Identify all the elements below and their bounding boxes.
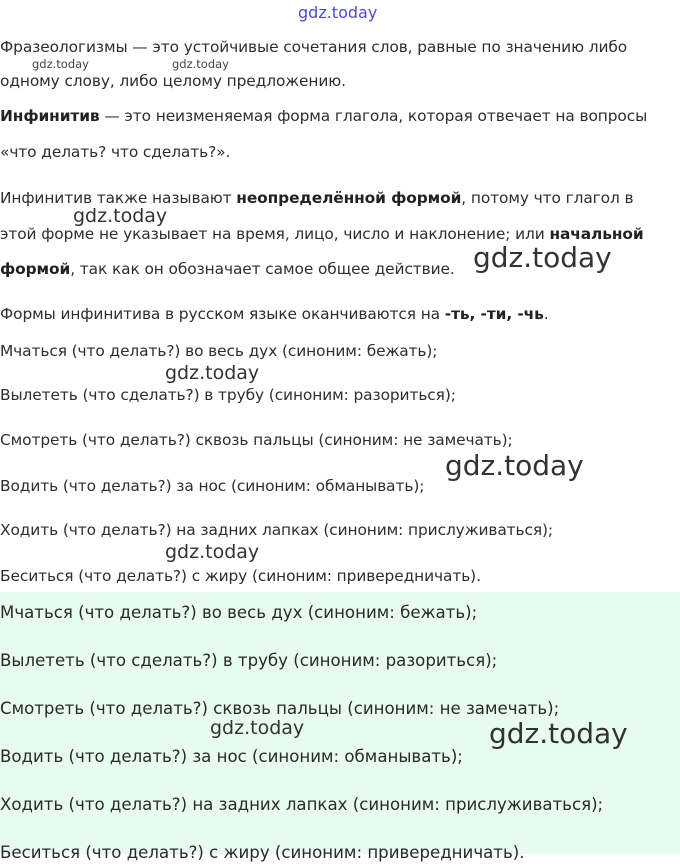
- forms-period: .: [543, 305, 549, 323]
- watermark: gdz.today: [73, 205, 168, 227]
- infinitive-forms-line: [0, 304, 549, 324]
- watermark-top: gdz.today: [298, 3, 378, 22]
- naming-bold-initial: начальной: [549, 225, 644, 243]
- forms-endings: -ть, -ти, -чь: [444, 305, 544, 323]
- watermark: gdz.today: [445, 449, 584, 482]
- definition-line-1: Фразеологизмы — это устойчивые сочетания слов, равные по значению либо: [0, 38, 628, 56]
- example-item: Вылететь (что сделать?) в трубу (синоним: разориться);: [0, 386, 456, 404]
- naming-bold-indefinite: неопределённой формой: [236, 189, 462, 207]
- infinitive-term: Инфинитив: [0, 107, 100, 125]
- watermark: gdz.today: [165, 541, 260, 563]
- example-item: Смотреть (что делать?) сквозь пальцы (синоним: не замечать);: [0, 431, 513, 449]
- example-item: Беситься (что делать?) с жиру (синоним: привередничать).: [0, 567, 481, 585]
- example-item: Мчаться (что делать?) во весь дух (синоним: бежать);: [0, 342, 438, 360]
- infinitive-definition-line-1: [0, 106, 647, 126]
- watermark: gdz.today: [32, 57, 89, 71]
- watermark: gdz.today: [172, 57, 229, 71]
- definition-line-2: одному слову, либо целому предложению.: [0, 72, 346, 90]
- answer-item: Водить (что делать?) за нос (синоним: обманывать);: [0, 747, 463, 766]
- infinitive-naming-line-3: [0, 259, 455, 279]
- watermark: gdz.today: [165, 362, 260, 384]
- infinitive-definition-line-2: «что делать? что сделать?».: [0, 143, 231, 161]
- answer-item: Смотреть (что делать?) сквозь пальцы (синоним: не замечать);: [0, 699, 560, 718]
- answer-item: Вылететь (что сделать?) в трубу (синоним: разориться);: [0, 651, 498, 670]
- answer-item: Ходить (что делать?) на задних лапках (синоним: прислуживаться);: [0, 795, 604, 814]
- example-item: Водить (что делать?) за нос (синоним: обманывать);: [0, 477, 425, 495]
- answer-item: Мчаться (что делать?) во весь дух (синоним: бежать);: [0, 603, 478, 622]
- naming-text-c: этой форме не указывает на время, лицо, число и наклонение; или: [0, 225, 550, 243]
- naming-text-a: Инфинитив также называют: [0, 189, 237, 207]
- naming-bold-form: формой: [0, 260, 71, 278]
- watermark: gdz.today: [489, 717, 628, 750]
- infinitive-definition-text: — это неизменяемая форма глагола, которая отвечает на вопросы: [99, 107, 648, 125]
- answer-item: Беситься (что делать?) с жиру (синоним: привередничать).: [0, 843, 525, 862]
- watermark: gdz.today: [473, 241, 612, 274]
- naming-text-d: , так как он обозначает самое общее действие.: [70, 260, 455, 278]
- watermark: gdz.today: [210, 717, 305, 739]
- forms-text: Формы инфинитива в русском языке оканчиваются на: [0, 305, 445, 323]
- naming-text-b: , потому что глагол в: [461, 189, 634, 207]
- example-item: Ходить (что делать?) на задних лапках (синоним: прислуживаться);: [0, 521, 554, 539]
